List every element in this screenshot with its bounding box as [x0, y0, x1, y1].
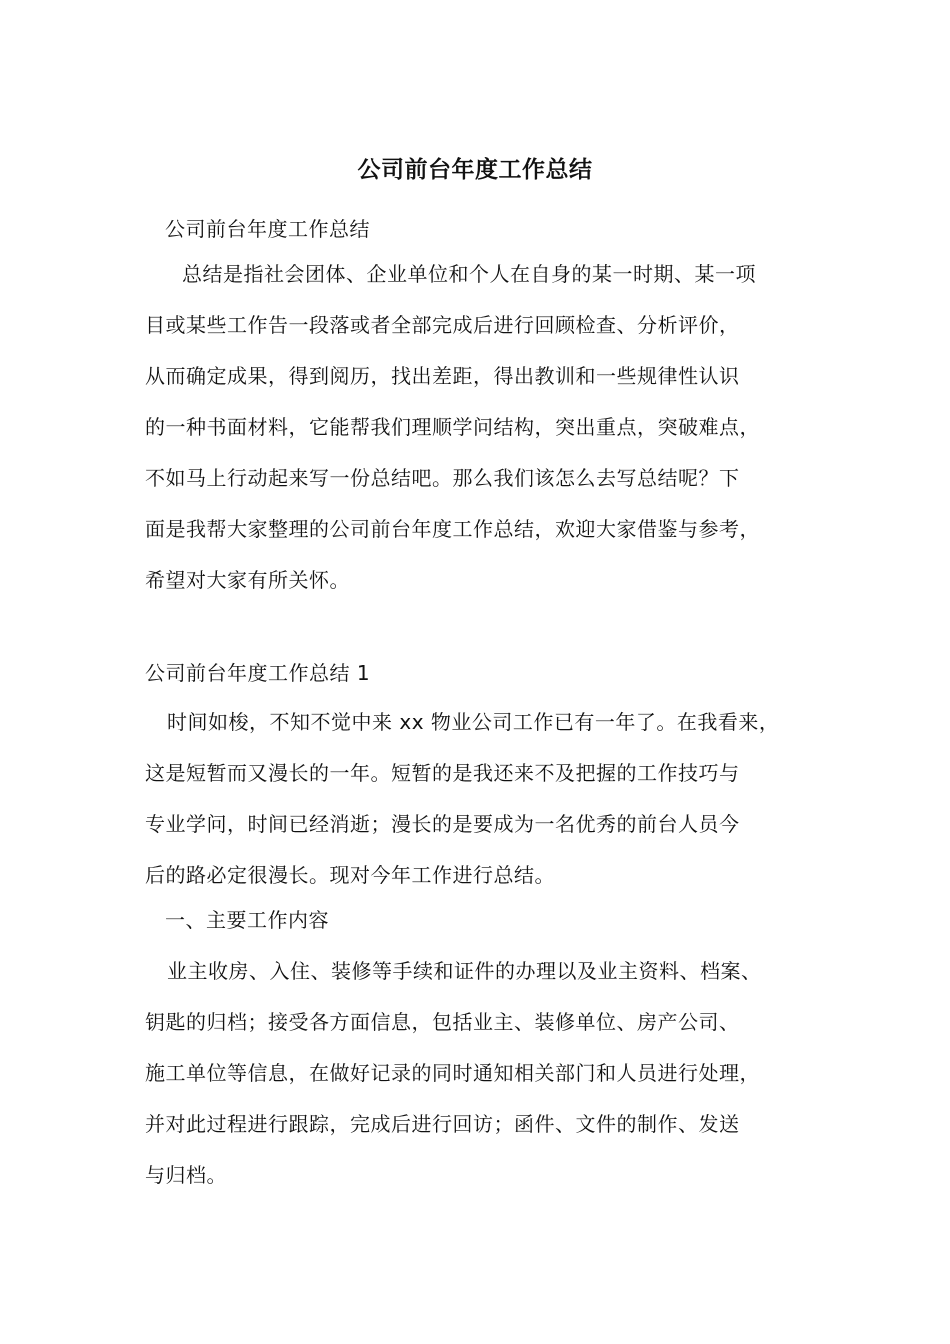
intro-paragraph — [145, 249, 835, 606]
intro-line: 总结是指社会团体、企业单位和个人在自身的某一时期、某一项 — [182, 262, 756, 286]
section-intro-line: 专业学问，时间已经消逝；漫长的是要成为一名优秀的前台人员今 — [145, 812, 740, 836]
intro-line: 面是我帮大家整理的公司前台年度工作总结，欢迎大家借鉴与参考， — [145, 517, 760, 541]
work-content-line: 钥匙的归档；接受各方面信息，包括业主、装修单位、房产公司、 — [145, 1010, 740, 1034]
intro-line: 目或某些工作告一段落或者全部完成后进行回顾检查、分析评价， — [145, 313, 740, 337]
section-intro-line: 后的路必定很漫长。现对今年工作进行总结。 — [145, 863, 555, 887]
section-intro-paragraph — [145, 697, 835, 901]
subtitle-block — [145, 204, 835, 255]
section-intro-line: 时间如梭，不知不觉中来 xx 物业公司工作已有一年了。在我看来， — [167, 710, 780, 734]
subsection-heading-block — [145, 895, 835, 946]
intro-line: 的一种书面材料，它能帮我们理顺学问结构，突出重点，突破难点， — [145, 415, 760, 439]
document-title: 公司前台年度工作总结 — [357, 157, 593, 183]
work-content-paragraph — [145, 946, 835, 1201]
intro-line: 希望对大家有所关怀。 — [145, 568, 350, 592]
section-heading: 公司前台年度工作总结 1 — [145, 661, 371, 685]
work-content-line: 并对此过程进行跟踪，完成后进行回访；函件、文件的制作、发送 — [145, 1112, 740, 1136]
subsection-heading: 一、主要工作内容 — [165, 908, 329, 932]
intro-line: 不如马上行动起来写一份总结吧。那么我们该怎么去写总结呢？下 — [145, 466, 740, 490]
work-content-line: 施工单位等信息，在做好记录的同时通知相关部门和人员进行处理， — [145, 1061, 760, 1085]
section-heading-block — [145, 648, 835, 699]
document-subtitle: 公司前台年度工作总结 — [165, 217, 370, 241]
work-content-line: 与归档。 — [145, 1163, 227, 1187]
section-intro-line: 这是短暂而又漫长的一年。短暂的是我还来不及把握的工作技巧与 — [145, 761, 740, 785]
intro-line: 从而确定成果，得到阅历，找出差距，得出教训和一些规律性认识 — [145, 364, 740, 388]
work-content-line: 业主收房、入住、装修等手续和证件的办理以及业主资料、档案、 — [167, 959, 762, 983]
